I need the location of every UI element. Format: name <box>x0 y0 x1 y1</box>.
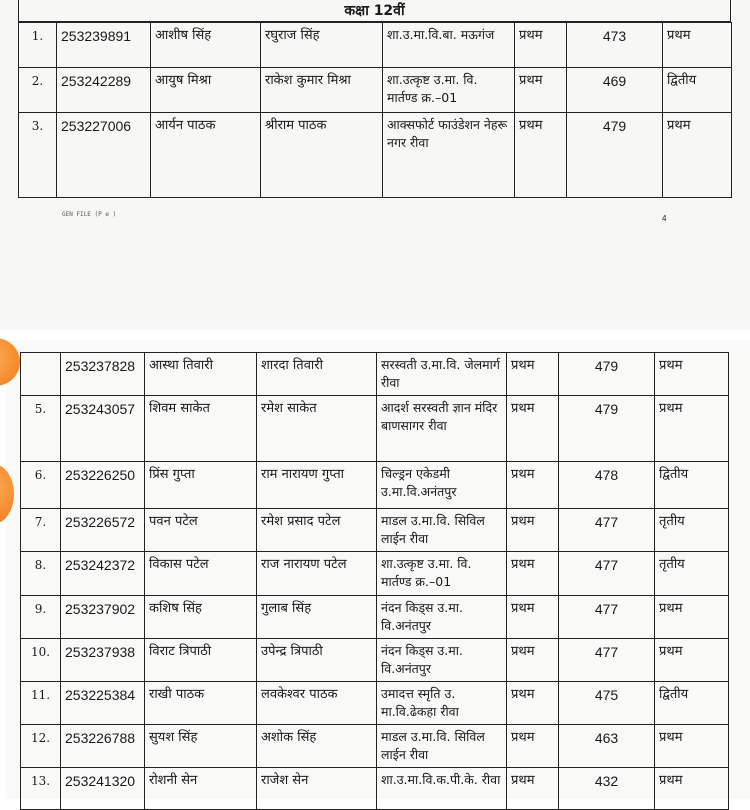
father-name-cell: राजेश सेन <box>257 768 377 810</box>
marks-cell: 477 <box>559 596 655 639</box>
rank-cell: प्रथम <box>655 353 729 396</box>
marks-cell: 479 <box>559 396 655 462</box>
division-cell: प्रथम <box>507 768 559 810</box>
rank-cell: प्रथम <box>655 396 729 462</box>
table-row <box>21 509 729 552</box>
division-cell: प्रथम <box>515 23 567 68</box>
serial-number-cell: 1. <box>19 23 57 68</box>
division-cell: प्रथम <box>507 462 559 509</box>
roll-number-cell: 253239891 <box>57 23 151 68</box>
student-name-cell: रोशनी सेन <box>145 768 257 810</box>
father-name-cell: श्रीराम पाठक <box>261 113 383 198</box>
page-top <box>0 0 750 330</box>
footer-tag: GEN FILE (P e ) <box>62 211 117 218</box>
student-name-cell: सुयश सिंह <box>145 725 257 768</box>
merit-table-bottom <box>20 352 729 810</box>
division-cell: प्रथम <box>515 113 567 198</box>
father-name-cell: रमेश साकेत <box>257 396 377 462</box>
father-name-cell: अशोक सिंह <box>257 725 377 768</box>
table-row <box>19 113 732 198</box>
roll-number-cell: 253242372 <box>61 552 145 596</box>
table-row <box>19 23 732 68</box>
school-name-cell: सरस्वती उ.मा.वि. जेलमार्ग रीवा <box>377 353 507 396</box>
rank-cell: तृतीय <box>655 552 729 596</box>
rank-cell: प्रथम <box>655 639 729 682</box>
school-name-cell: उमादत्त स्मृति उ. मा.वि.ढेकहा रीवा <box>377 682 507 725</box>
father-name-cell: राज नारायण पटेल <box>257 552 377 596</box>
father-name-cell: गुलाब सिंह <box>257 596 377 639</box>
table-row <box>21 353 729 396</box>
father-name-cell: राम नारायण गुप्ता <box>257 462 377 509</box>
roll-number-cell: 253237828 <box>61 353 145 396</box>
student-name-cell: विकास पटेल <box>145 552 257 596</box>
division-cell: प्रथम <box>507 509 559 552</box>
student-name-cell: आस्था तिवारी <box>145 353 257 396</box>
serial-number-cell: 8. <box>21 552 61 596</box>
rank-cell: तृतीय <box>655 509 729 552</box>
marks-cell: 479 <box>559 353 655 396</box>
rank-cell: प्रथम <box>655 596 729 639</box>
rank-cell: प्रथम <box>655 768 729 810</box>
serial-number-cell: 2. <box>19 68 57 113</box>
school-name-cell: आक्सफोर्ट फाउंडेशन नेहरू नगर रीवा <box>383 113 515 198</box>
marks-cell: 475 <box>559 682 655 725</box>
serial-number-cell: 12. <box>21 725 61 768</box>
roll-number-cell: 253225384 <box>61 682 145 725</box>
table-row <box>21 396 729 462</box>
division-cell: प्रथम <box>515 68 567 113</box>
roll-number-cell: 253226250 <box>61 462 145 509</box>
rank-cell: द्वितीय <box>655 682 729 725</box>
marks-cell: 473 <box>567 23 663 68</box>
marks-cell: 477 <box>559 639 655 682</box>
rank-cell: द्वितीय <box>663 68 732 113</box>
table-row <box>21 682 729 725</box>
serial-number-cell: 10. <box>21 639 61 682</box>
student-name-cell: कशिष सिंह <box>145 596 257 639</box>
serial-number-cell: 5. <box>21 396 61 462</box>
roll-number-cell: 253237938 <box>61 639 145 682</box>
division-cell: प्रथम <box>507 396 559 462</box>
merit-table-top <box>18 22 732 198</box>
student-name-cell: प्रिंस गुप्ता <box>145 462 257 509</box>
table-row <box>21 596 729 639</box>
father-name-cell: रघुराज सिंह <box>261 23 383 68</box>
roll-number-cell: 253241320 <box>61 768 145 810</box>
marks-cell: 477 <box>559 509 655 552</box>
school-name-cell: माडल उ.मा.वि. सिविल लाईन रीवा <box>377 509 507 552</box>
serial-number-cell: 11. <box>21 682 61 725</box>
father-name-cell: राकेश कुमार मिश्रा <box>261 68 383 113</box>
rank-cell: प्रथम <box>663 113 732 198</box>
class-heading <box>18 0 731 22</box>
rank-cell: द्वितीय <box>655 462 729 509</box>
father-name-cell: रमेश प्रसाद पटेल <box>257 509 377 552</box>
page-number: 4 <box>662 214 667 223</box>
roll-number-cell: 253226572 <box>61 509 145 552</box>
rank-cell: प्रथम <box>663 23 732 68</box>
roll-number-cell: 253227006 <box>57 113 151 198</box>
school-name-cell: नंदन किड्स उ.मा. वि.अनंतपुर <box>377 596 507 639</box>
roll-number-cell: 253242289 <box>57 68 151 113</box>
marks-cell: 477 <box>559 552 655 596</box>
marks-cell: 469 <box>567 68 663 113</box>
school-name-cell: शा.उत्कृष्ट उ.मा. वि. मार्तण्ड क्र.–01 <box>383 68 515 113</box>
school-name-cell: आदर्श सरस्वती ज्ञान मंदिर बाणसागर रीवा <box>377 396 507 462</box>
father-name-cell: उपेन्द्र त्रिपाठी <box>257 639 377 682</box>
table-row <box>21 639 729 682</box>
table-row <box>21 552 729 596</box>
school-name-cell: चिल्ड्रन एकेडमी उ.मा.वि.अनंतपुर <box>377 462 507 509</box>
student-name-cell: आर्यन पाठक <box>151 113 261 198</box>
marks-cell: 478 <box>559 462 655 509</box>
class-heading-text: कक्षा 12वीं <box>344 3 405 19</box>
serial-number-cell: 3. <box>19 113 57 198</box>
father-name-cell: लवकेश्वर पाठक <box>257 682 377 725</box>
school-name-cell: शा.उ.मा.वि.क.पी.के. रीवा <box>377 768 507 810</box>
student-name-cell: पवन पटेल <box>145 509 257 552</box>
student-name-cell: शिवम साकेत <box>145 396 257 462</box>
table-row <box>21 462 729 509</box>
division-cell: प्रथम <box>507 552 559 596</box>
marks-cell: 479 <box>567 113 663 198</box>
marks-cell: 432 <box>559 768 655 810</box>
division-cell: प्रथम <box>507 353 559 396</box>
division-cell: प्रथम <box>507 725 559 768</box>
division-cell: प्रथम <box>507 596 559 639</box>
table-row <box>21 768 729 810</box>
table-row <box>21 725 729 768</box>
table-row <box>19 68 732 113</box>
marks-cell: 463 <box>559 725 655 768</box>
serial-number-cell <box>21 353 61 396</box>
serial-number-cell: 9. <box>21 596 61 639</box>
serial-number-cell: 13. <box>21 768 61 810</box>
student-name-cell: आशीष सिंह <box>151 23 261 68</box>
father-name-cell: शारदा तिवारी <box>257 353 377 396</box>
school-name-cell: शा.उत्कृष्ट उ.मा. वि. मार्तण्ड क्र.–01 <box>377 552 507 596</box>
student-name-cell: राखी पाठक <box>145 682 257 725</box>
student-name-cell: आयुष मिश्रा <box>151 68 261 113</box>
serial-number-cell: 6. <box>21 462 61 509</box>
division-cell: प्रथम <box>507 639 559 682</box>
roll-number-cell: 253237902 <box>61 596 145 639</box>
student-name-cell: विराट त्रिपाठी <box>145 639 257 682</box>
roll-number-cell: 253226788 <box>61 725 145 768</box>
school-name-cell: माडल उ.मा.वि. सिविल लाईन रीवा <box>377 725 507 768</box>
roll-number-cell: 253243057 <box>61 396 145 462</box>
rank-cell: प्रथम <box>655 725 729 768</box>
school-name-cell: शा.उ.मा.वि.बा. मऊगंज <box>383 23 515 68</box>
division-cell: प्रथम <box>507 682 559 725</box>
serial-number-cell: 7. <box>21 509 61 552</box>
school-name-cell: नंदन किड्स उ.मा. वि.अनंतपुर <box>377 639 507 682</box>
